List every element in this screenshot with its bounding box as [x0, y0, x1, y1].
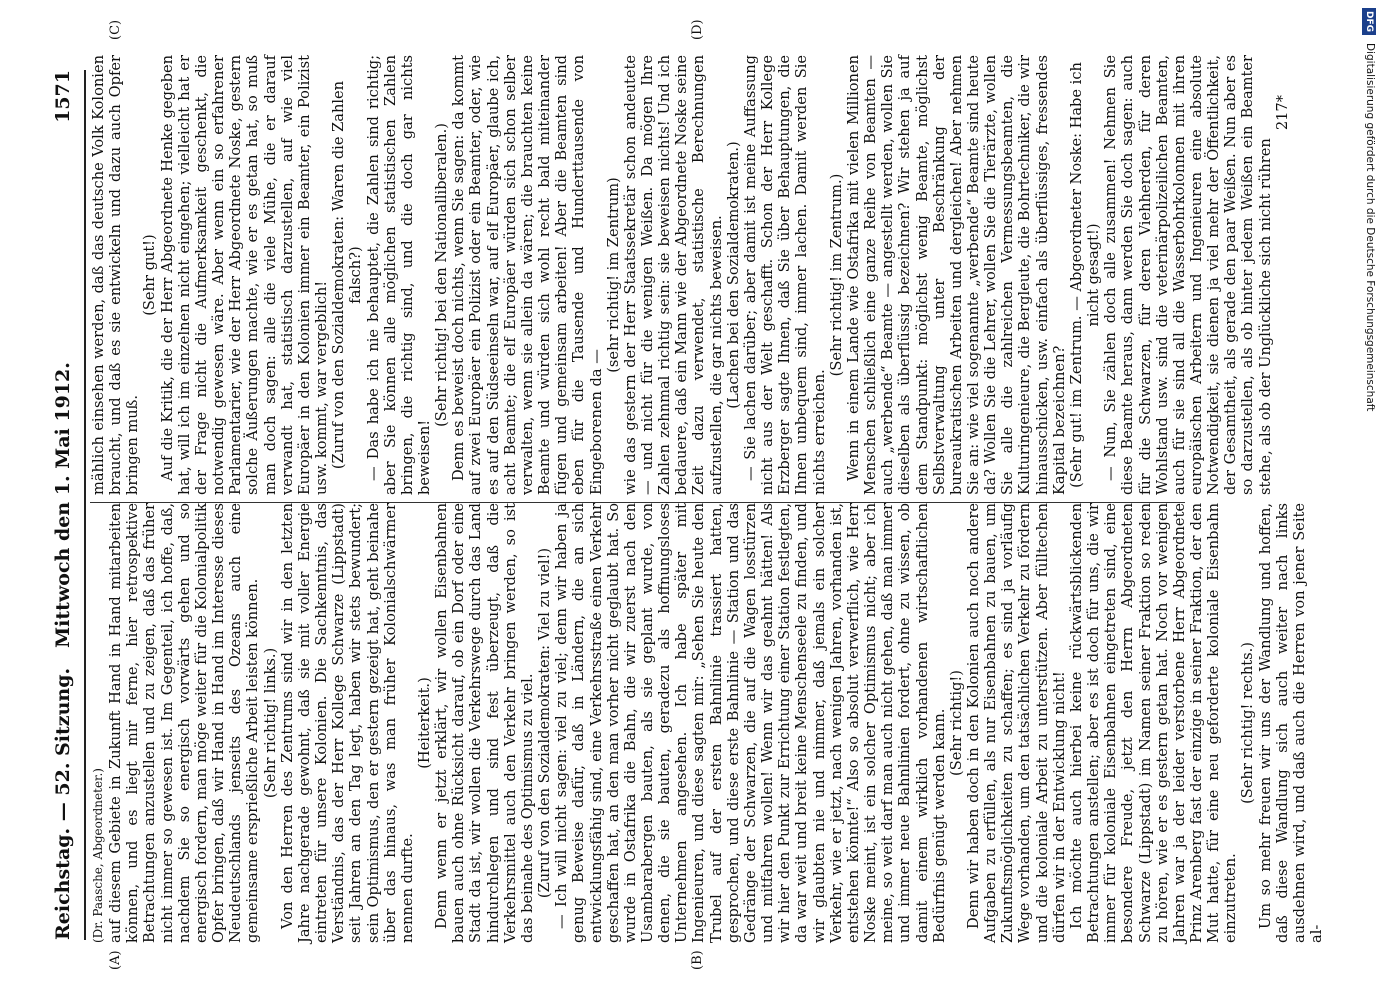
- interjection: (sehr richtig! im Zentrum): [604, 177, 622, 373]
- right-column: [90, 55, 1291, 495]
- interjection: (Sehr gut!): [141, 234, 159, 316]
- paragraph: — Das habe ich nie behauptet, die Zahlen sind richtig; aber Sie können alle möglichen statistischen Zahlen bringen, die richtig sind, und die doch gar nichts beweisen!: [364, 55, 433, 495]
- interjection: (Sehr richtig! links.): [261, 647, 279, 799]
- margin-marker-a: (A): [108, 950, 123, 970]
- interjection: (Sehr gut! im Zentrum. — Abgeordneter Noske: Habe ich nicht gesagt!): [1067, 62, 1103, 488]
- paragraph: Von den Herren des Zentrums sind wir in den letzten Jahre nachgerade gewohnt, daß sie mit voller Energie eintreten für unsere Kolonien. Die Sachkenntnis, das Verständnis, das der Herr Kollege Schwarze (Lippstadt) seit Jahren an den Tag legt, haben wir stets bewundert; sein Optimismus, den er gestern gezeigt hat, geht beinahe über das hinaus, was man früher Kolonialschwärmer nennen durfte.: [278, 503, 416, 943]
- paragraph: auf diesem Gebiete in Zukunft Hand in Hand mitarbeiten können, und es liegt mir ferne, hier retrospektive Betrachtungen anzustellen und zu zeigen, daß das früher nicht immer so gewesen ist. Im Gegenteil, ich hoffe, daß, nachdem Sie so energisch vorwärts gehen und so energisch fordern, man möge weiter für die Kolonialpolitik Opfer bringen, daß wir Hand in Hand im Interesse dieses Neudeutschlands jenseits des Ozeans auch eine gemeinsame ersprießliche Arbeit leisten können.: [107, 503, 262, 943]
- paragraph: — Sie lachen darüber; aber damit ist meine Auffassung nicht aus der Welt geschafft. Schon der Herr Kollege Erzberger sagte Ihnen, daß Sie über Behauptungen, die Ihnen unbequem sind, immer lachen. Damit werden Sie nichts erreichen.: [741, 55, 828, 495]
- margin-marker-b: (B): [690, 950, 705, 970]
- paragraph: Denn es beweist doch nichts, wenn Sie sagen: da kommt auf zwei Europäer ein Polizist oder ein Beamter, oder, wie es auf den Südseeinseln war, auf elf Europäer, glaube ich, acht Beamte; die elf Europäer würden sich schon selber verwalten, wenn sie allein da wären; die brauchten keine Beamte und würden sich wohl recht bald miteinander fügen und gemeinsam arbeiten! Aber die Beamten sind eben für die Tausende und Hunderttausende von Eingeborenen da —: [450, 55, 605, 495]
- paragraph: Um so mehr freuen wir uns der Wandlung und hoffen, daß diese Wandlung sich auch weiter nach links ausdehnen wird, und daß auch die Herren von jener Seite al-: [1256, 503, 1326, 943]
- page-header: [52, 70, 80, 940]
- paragraph: Denn wenn er jetzt erklärt, wir wollen Eisenbahnen bauen auch ohne Rücksicht darauf, ob ein Dorf oder eine Stadt da ist, wir wollen die Verkehrswege durch das Land hindurchlegen und sind fest überzeugt, daß die Verkehrsmittel auch den Verkehr bringen werden, so ist das beinahe des Optimismus zu viel.: [433, 503, 536, 943]
- paragraph: — Ich will nicht sagen: viel zu viel; denn wir haben ja genug Beweise dafür, daß in Ländern, die an sich entwicklungsfähig sind, eine Verkehrsstraße einen Verkehr geschaffen hat, an den man vorher nicht geglaubt hat. So wurde in Ostafrika die Bahn, die wir zuerst nach den Usambarabergen bauten, als sie geplant wurde, von denen, die sie bauten, geradezu als hoffnungsloses Unternehmen angesehen. Ich habe später mit Ingenieuren, und diese sagten mir: „Sehen Sie heute den Trubel auf der ersten Bahnlinie trassiert hatten, gesprochen, und diese erste Bahnlinie — Station und das Gedränge der Schwarzen, die auf die Wagen losstürzen und mitfahren wollen! Wenn wir das geahnt hätten! Als wir hier den Punkt zur Errichtung einer Station festlegten, da war weit und breit keine Menschenseele zu finden, und wir glaubten nie und nimmer, daß jemals ein solcher Verkehr, wie er jetzt, nach wenigen Jahren, vorhanden ist, entstehen könnte!“ Also so absolut verwerflich, wie Herr Noske meint, ist ein solcher Optimismus nicht; aber ich meine, so weit darf man auch nicht gehen, daß man immer und immer neue Bahnlinien fordert, ohne zu wissen, ob damit einem wirklich vorhandenen wirtschaftlichen Bedürfnis genügt werden kann.: [553, 503, 948, 943]
- page-number: 1571: [52, 70, 74, 123]
- header-session: Reichstag. — 52. Sitzung.: [52, 667, 74, 940]
- interjection: (Sehr richtig! bei den Nationalliberalen.): [433, 123, 451, 427]
- interjection: (Sehr richtig!): [947, 670, 965, 776]
- interjection: (Heiterkeit.): [415, 677, 433, 769]
- interjection: (Sehr richtig! rechts.): [1239, 642, 1257, 804]
- header-rule: [84, 70, 86, 940]
- paragraph: wie das gestern der Herr Staatssekretär schon andeutete — und nicht für die wenigen Weißen. Da mögen Ihre Zahlen zehnmal richtig sein: sie beweisen nichts! Und ich bedauere, daß ein Mann wie der Abgeordnete Noske seine Zeit dazu verwendet, statistische Berechnungen aufzustellen, die gar nichts beweisen.: [621, 55, 725, 495]
- paragraph: Ich möchte auch hierbei keine rückwärtsblickenden Betrachtungen anstellen; aber es ist doch für uns, die wir immer für koloniale Eisenbahnen eingetreten sind, eine besondere Freude, jetzt den Herrn Abgeordneten Schwarze (Lippstadt) im Namen seiner Fraktion so reden zu hören, wie er es gestern getan hat. Noch vor wenigen Jahren war ja der leider verstorbene Herr Abgeordnete Prinz Arenberg fast der einzige in seiner Fraktion, der den Mut hatte, für eine neu geforderte koloniale Eisenbahn einzutreten.: [1067, 503, 1240, 943]
- interjection: (Sehr richtig! im Zentrum.): [827, 173, 845, 377]
- interjection: (Lachen bei den Sozialdemokraten.): [724, 141, 742, 409]
- dfg-logo-icon: DFG: [1362, 8, 1376, 35]
- column-divider: [90, 502, 1185, 503]
- speaker-note: (Dr. Paasche, Abgeordneter.): [91, 768, 105, 943]
- header-date: Mittwoch den 1. Mai 1912.: [52, 362, 74, 648]
- interjection: (Zuruf von den Sozialdemokraten: Viel zu viel!): [536, 547, 554, 899]
- sheet-signature: 217*: [1273, 95, 1291, 131]
- paragraph: mählich einsehen werden, daß das deutsche Volk Kolonien braucht, und daß es sie entwickeln und dazu auch Opfer bringen muß.: [90, 55, 142, 495]
- left-column: [90, 503, 1325, 943]
- paragraph: Auf die Kritik, die der Herr Abgeordnete Henke gegeben hat, will ich im einzelnen nicht eingehen; vielleicht hat er der Frage nicht die Aufmerksamkeit geschenkt, die notwendig gewesen wäre. Aber wenn ein so erfahrener Parlamentarier, wie der Herr Abgeordnete Noske, gestern solche Äußerungen machte, wie er es getan hat, so muß man doch sagen: alle die viele Mühe, die er darauf verwandt hat, statistisch darzustellen, auf wie viel Europäer in den Kolonien immer ein Beamter, ein Polizist usw. kommt, war vergeblich!: [158, 55, 331, 495]
- digitization-credit: [1359, 8, 1381, 992]
- credit-text: Digitalisierung gefördert durch die Deutsche Forschungsgemeinschaft: [1364, 43, 1376, 412]
- paragraph: Denn wir haben doch in den Kolonien auch noch andere Aufgaben zu erfüllen, als nur Eisenbahnen zu bauen, um Zukunftsmöglichkeiten zu schaffen; es sind ja vorläufig Wege vorhanden, um den tatsächlichen Verkehr zu fördern und die koloniale Arbeit zu unterstützen. Aber fülltechen dürfen wir in der Entwicklung nicht!: [964, 503, 1068, 943]
- paragraph: Wenn in einem Lande wie Ostafrika mit vielen Millionen Menschen schließlich eine ganze Reihe von Beamten — auch „werbende“ Beamte — angestellt werden, wollen Sie dieselben als überflüssig bezeichnen? Wir stehen ja auf dem Standpunkt: möglichst wenig Beamte, möglichst Selbstverwaltung unter Beschränkung der bureaukratischen Arbeiten und dergleichen! Aber nehmen Sie an: wie viel sogenannte „werbende“ Beamte sind heute da? Wollen Sie die Lehrer, wollen Sie die Tierärzte, wollen Sie alle die zahlreichen Vermessungsbeamten, die Kulturingenieure, die Bergleute, die Bohrtechniker, die wir hinausschicken, usw. einfach als überflüssiges, fressendes Kapital bezeichnen?: [844, 55, 1068, 495]
- margin-marker-c: (C): [108, 19, 123, 40]
- paragraph: — Nun, Sie zählen doch alle zusammen! Nehmen Sie diese Beamte heraus, dann werden Sie doch sagen: auch für die Schwarzen, für deren Viehherden, für deren Wohlstand usw. sind die veterinärpolizeilichen Beamten, auch für sie sind all die Wasserbohrkolonnen mit ihren europäischen Arbeitern und Ingenieuren eine absolute Notwendigkeit, sie dienen ja viel mehr der Öffentlichkeit, der Gesamtheit, als gerade den paar Weißen. Nun aber es so darzustellen, als ob hinter jedem Weißen ein Beamter stehe, als ob der Unglückliche sich nicht rühren: [1102, 55, 1274, 495]
- interjection: (Zuruf von den Sozialdemokraten: Waren die Zahlen falsch?): [330, 80, 365, 470]
- margin-marker-d: (D): [690, 19, 705, 40]
